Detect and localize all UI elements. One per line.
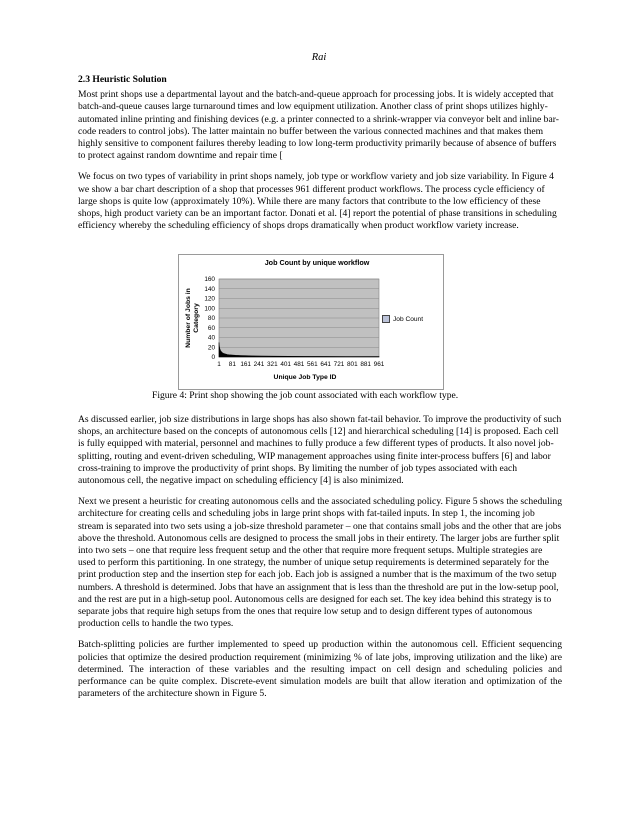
y-tick-label: 0: [211, 354, 215, 362]
y-axis-label: Number of Jobs inCategory: [185, 288, 200, 348]
figure-caption: Figure 4: Print shop showing the job count associated with each workflow type.: [152, 390, 459, 401]
y-tick-label: 40: [207, 334, 215, 342]
chart-title: Job Count by unique workflow: [264, 258, 370, 267]
x-tick-label: 961: [373, 361, 385, 368]
paragraph-3: As discussed earlier, job size distributions in large shops has also shown fat-tail behavior. To improve the productivity of such shops, an architecture based on the concepts of autonomous cells [12] and hierarchical scheduling [14] is proposed. Each cell is fully equipped with material, personnel and machines to fully produce a few different types of products. It also novel job-splitting, routing and event-driven scheduling, WIP management approaches using finite inter-process buffers [6] and labor cross-training to improve the productivity of print shops. By limiting the number of job types associated with each autonomous cell, the negative impact on scheduling efficiency [4] is also minimized.: [78, 414, 562, 487]
section-top: [78, 74, 562, 241]
x-axis-label: Unique Job Type ID: [273, 374, 337, 381]
paragraph-1: Most print shops use a departmental layout and the batch-and-queue approach for processing jobs. It is widely accepted that batch-and-queue causes large turnaround times and low equipment utilization. Another class of print shops utilizes highly-automated inline printing and finishing devices (e.g. a printer connected to a shrink-wrapper via conveyor belt and inline bar-code readers to control jobs). The latter maintain no buffer between the various connected machines and that makes them highly sensitive to component failures thereby leading to low long-term productivity primarily because of absence of buffers to protect against random downtime and repair time [: [78, 89, 559, 162]
x-tick-label: 161: [240, 361, 252, 368]
x-tick-label: 561: [306, 361, 318, 368]
figure-4-chart: [178, 254, 444, 390]
section-bottom: [78, 414, 562, 709]
y-tick-label: 80: [207, 315, 215, 323]
x-tick-label: 801: [346, 361, 358, 368]
x-tick-label: 641: [320, 361, 332, 368]
x-tick-label: 241: [253, 361, 265, 368]
x-tick-label: 721: [333, 361, 345, 368]
x-tick-label: 881: [360, 361, 372, 368]
x-tick-label: 81: [228, 361, 236, 368]
paragraph-4: Next we present a heuristic for creating autonomous cells and the associated scheduling policy. Figure 5 shows the scheduling architecture for creating cells and scheduling jobs in large print shops with fat-tailed inputs. In step 1, the incoming job stream is separated into two sets using a job-size threshold parameter – one that contains small jobs and the other that are jobs above the threshold. Autonomous cells are designed to process the small jobs in their entirety. The larger jobs are further split into two sets – one that require less frequent setup and the other that require more frequent setups. Multiple strategies are used to perform this partitioning. In one strategy, the number of unique setup requirements is determined separately for the print production step and the insertion step for each job. Each job is assigned a number that is the maximum of the two setup numbers. A threshold is determined. Jobs that have an assignment that is less than the threshold are put in the low-setup pool, and the rest are put in a high-setup pool. Autonomous cells are designed for each set. The key idea behind this strategy is to separate jobs that require high setups from the ones that require low setup and to design different types of autonomous production cells to handle the two types.: [78, 496, 563, 630]
y-tick-label: 20: [207, 344, 215, 352]
x-tick-label: 1: [217, 361, 221, 368]
chart-legend: [382, 315, 423, 323]
y-tick-label: 140: [204, 285, 215, 293]
y-tick-label: 60: [207, 324, 215, 332]
section-heading: 2.3 Heuristic Solution: [78, 74, 167, 85]
y-tick-label: 120: [204, 295, 215, 303]
y-tick-label: 100: [204, 305, 215, 313]
legend-swatch: [382, 315, 390, 323]
x-tick-label: 481: [293, 361, 305, 368]
y-tick-label: 160: [204, 276, 215, 284]
paragraph-2: We focus on two types of variability in print shops namely, job type or workflow variety and job size variability. In Figure 4 we show a bar chart description of a shop that processes 961 different product workflows. The process cycle efficiency of large shops is quite low (approximately 10%). While there are many factors that contribute to the low efficiency of these shops, high product variety can be an important factor. Donati et al. [4] report the potential of phase transitions in scheduling efficiency whereby the scheduling efficiency of shops drops dramatically when product workflow variety increase.: [78, 171, 557, 232]
x-tick-label: 401: [280, 361, 292, 368]
running-head: Rai: [311, 52, 327, 63]
legend-label: Job Count: [393, 315, 424, 323]
paragraph-5: Batch-splitting policies are further implemented to speed up production within the autonomous cell. Efficient sequencing policies that optimize the desired production requirement (minimizing % of late jobs, improving utilization and the like) are determined. The interaction of these variables and the resulting impact on cell design and scheduling policies and performance can be quite complex. Discrete-event simulation models are built that allow iteration and optimization of the parameters of the architecture shown in Figure 5.: [78, 639, 562, 700]
x-tick-label: 321: [266, 361, 278, 368]
